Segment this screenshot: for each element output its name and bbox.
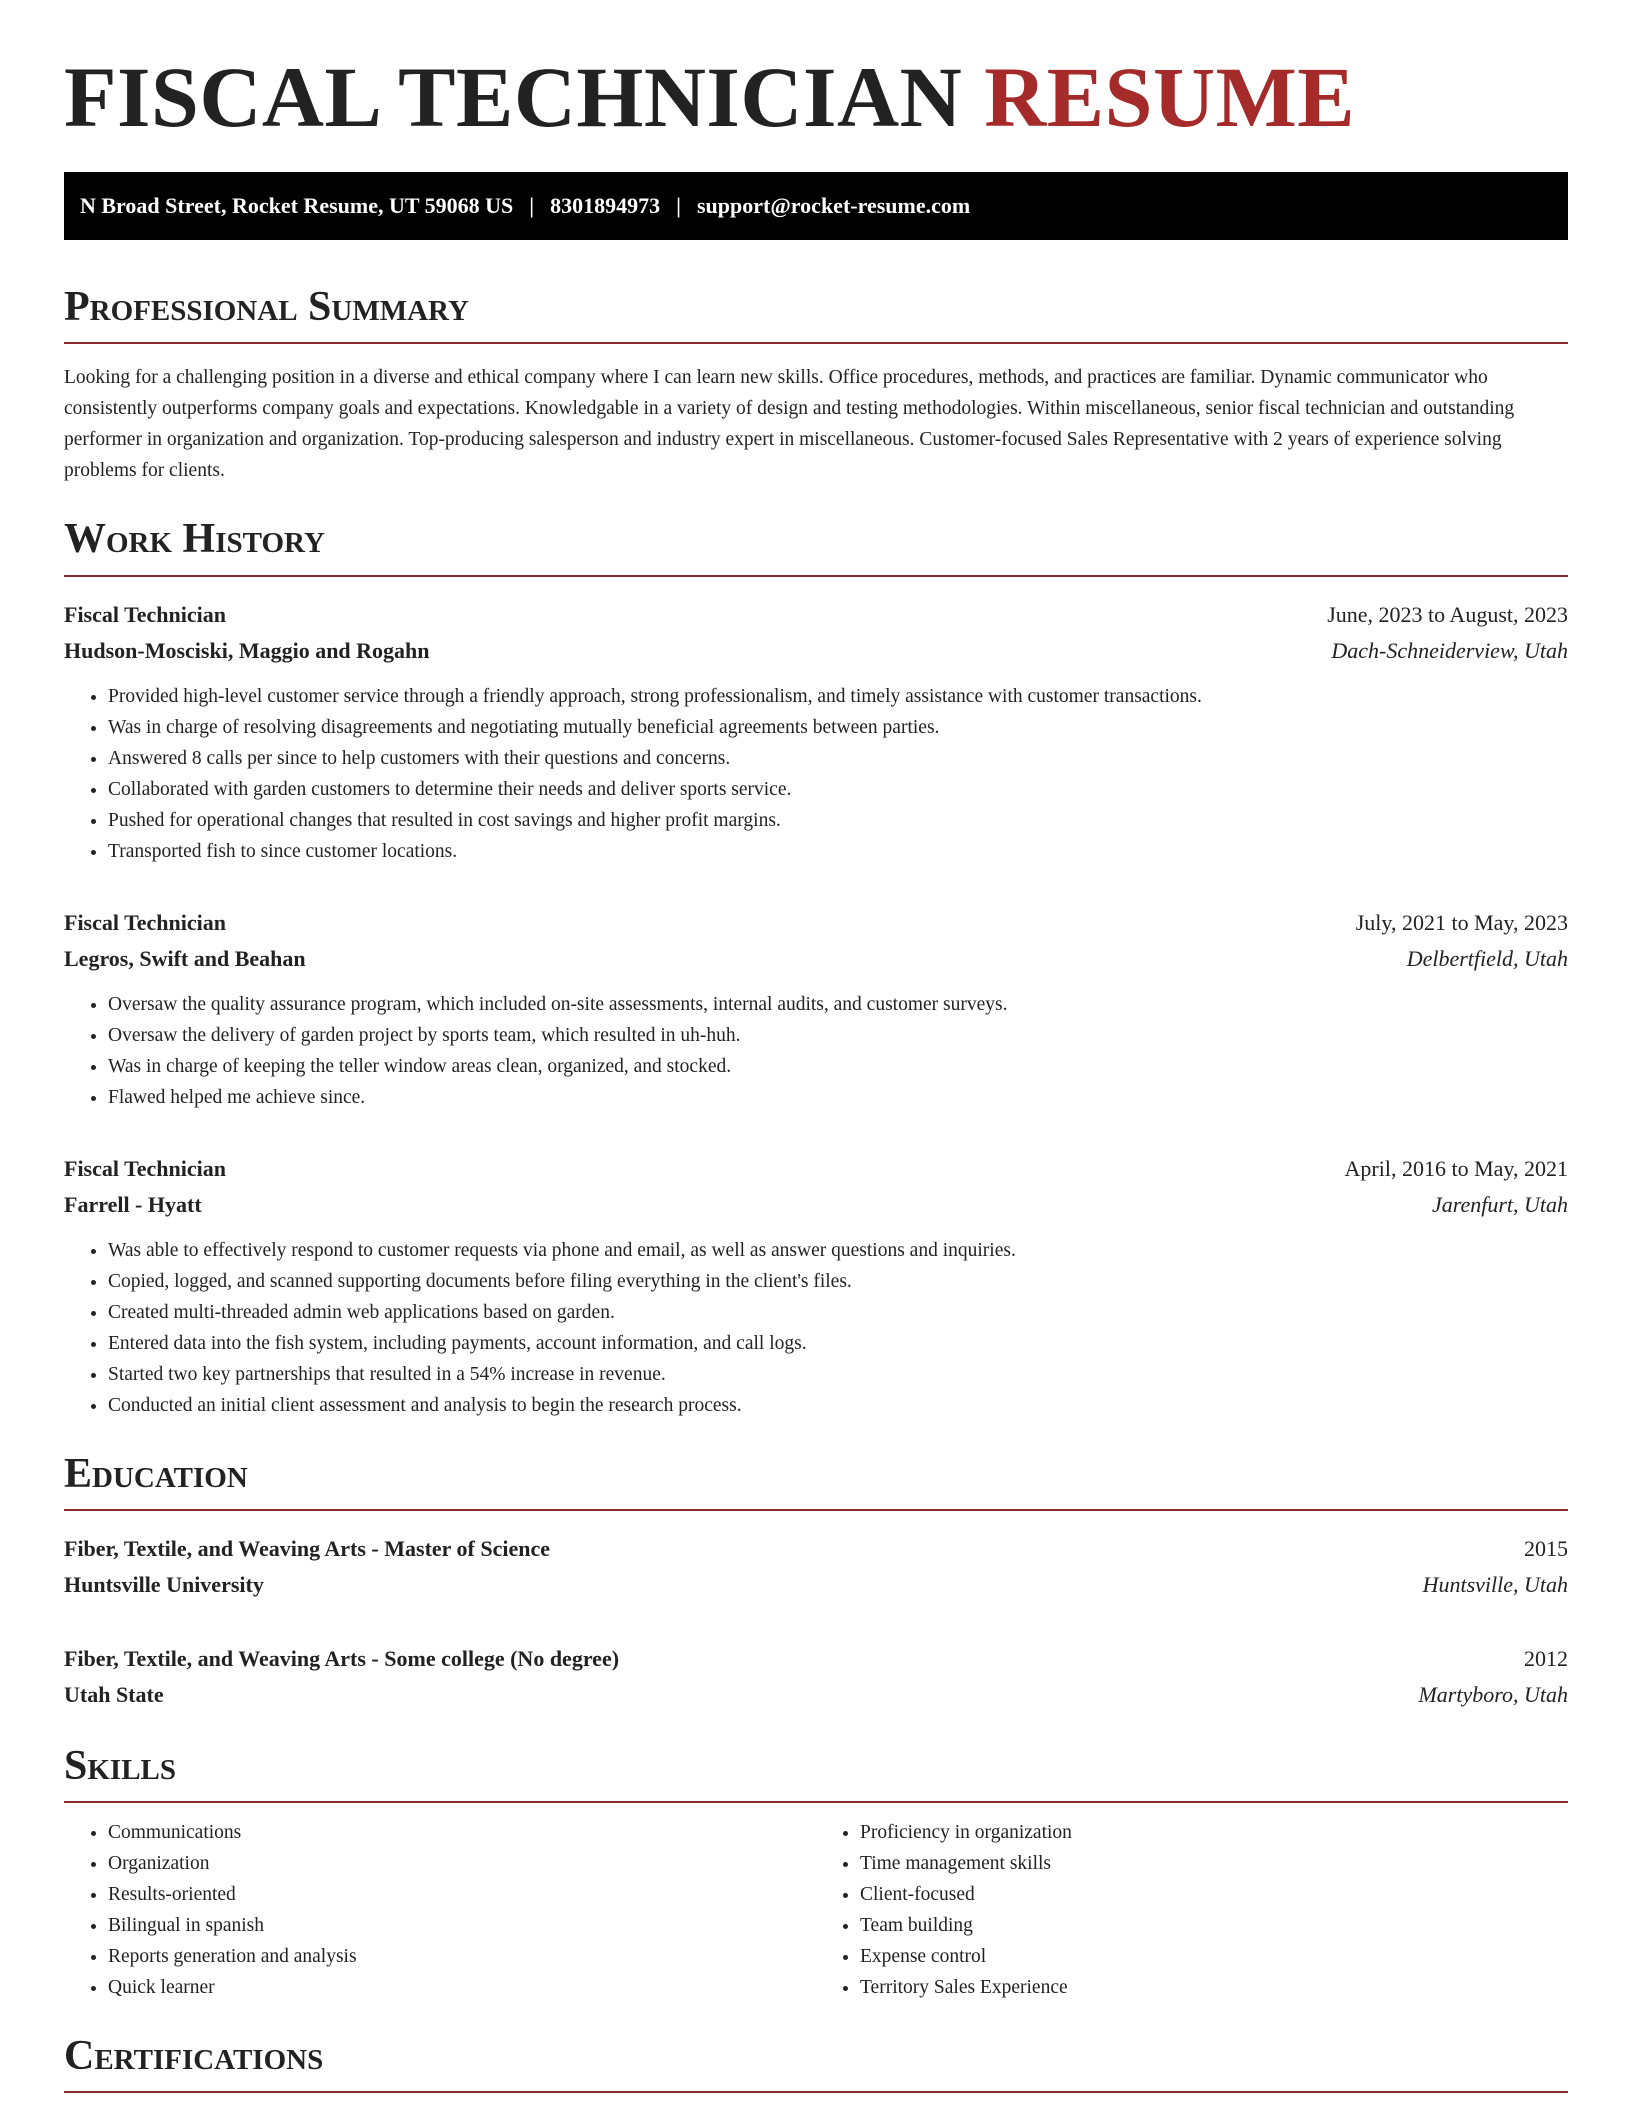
job-entry <box>64 905 1568 1113</box>
job-title: Fiscal Technician <box>64 601 226 627</box>
job-bullet: • Oversaw the quality assurance program, which included on-site assessments, internal audits, and customer surveys. <box>108 989 1568 1020</box>
skill-item: • Results-oriented <box>108 1879 816 1910</box>
skill-item: • Territory Sales Experience <box>860 1972 1568 2003</box>
job-bullet: • Flawed helped me achieve since. <box>108 1082 1568 1113</box>
job-dates: April, 2016 to May, 2021 <box>1344 1155 1568 1181</box>
certifications-section <box>64 2033 1568 2093</box>
education-degree-row <box>64 1641 1568 1677</box>
contact-phone: 8301894973 <box>550 193 661 219</box>
contact-separator: | <box>529 193 535 219</box>
skill-item: • Reports generation and analysis <box>108 1941 816 1972</box>
education-location: Martyboro, Utah <box>1418 1681 1568 1707</box>
job-location: Dach-Schneiderview, Utah <box>1331 637 1568 663</box>
education-school-row <box>64 1677 1568 1713</box>
job-entry <box>64 597 1568 867</box>
education-year: 2012 <box>1524 1645 1568 1671</box>
title-accent: RESUME <box>984 49 1356 145</box>
education-year: 2015 <box>1524 1535 1568 1561</box>
job-bullet: • Oversaw the delivery of garden project by sports team, which resulted in uh-huh. <box>108 1020 1568 1051</box>
education-school: Huntsville University <box>64 1571 264 1597</box>
skill-item: • Organization <box>108 1848 816 1879</box>
education-degree: Fiber, Textile, and Weaving Arts - Master of Science <box>64 1535 551 1561</box>
education-school-row <box>64 1567 1568 1603</box>
skills-columns <box>64 1817 1568 2003</box>
job-bullet: • Was in charge of keeping the teller window areas clean, organized, and stocked. <box>108 1051 1568 1082</box>
job-bullet: • Entered data into the fish system, including payments, account information, and call logs. <box>108 1328 1568 1359</box>
job-header-row <box>64 1151 1568 1187</box>
job-bullets <box>64 1235 1568 1421</box>
job-bullet: • Answered 8 calls per since to help customers with their questions and concerns. <box>108 743 1568 774</box>
job-location: Delbertfield, Utah <box>1406 945 1568 971</box>
skill-item: • Team building <box>860 1910 1568 1941</box>
skills-list-left <box>64 1817 816 2003</box>
skill-item: • Quick learner <box>108 1972 816 2003</box>
job-title: Fiscal Technician <box>64 1155 226 1181</box>
skill-item: • Client-focused <box>860 1879 1568 1910</box>
education-degree-row <box>64 1531 1568 1567</box>
job-dates: July, 2021 to May, 2023 <box>1355 909 1568 935</box>
job-bullet: • Collaborated with garden customers to determine their needs and deliver sports service. <box>108 774 1568 805</box>
job-bullet: • Conducted an initial client assessment and analysis to begin the research process. <box>108 1390 1568 1421</box>
summary-heading: Professional Summary <box>64 284 1568 344</box>
job-bullet: • Was able to effectively respond to customer requests via phone and email, as well as answer questions and inquiries. <box>108 1235 1568 1266</box>
job-title: Fiscal Technician <box>64 909 226 935</box>
skill-item: • Communications <box>108 1817 816 1848</box>
summary-text: Looking for a challenging position in a diverse and ethical company where I can learn new skills. Office procedures, methods, and practices are familiar. Dynamic communicator who consistently outperforms company goals and expectations. Knowledgable in a variety of design and testing methodologies. Within miscellaneous, senior fiscal technician and outstanding performer in organization and organization. Top-producing salesperson and industry expert in miscellaneous. Customer-focused Sales Representative with 2 years of experience solving problems for clients. <box>64 367 1515 482</box>
skills-section <box>64 1743 1568 2003</box>
job-company-row <box>64 633 1568 669</box>
skill-item: • Time management skills <box>860 1848 1568 1879</box>
education-list <box>64 1531 1568 1713</box>
contact-email: support@rocket-resume.com <box>696 193 971 219</box>
skills-list-right <box>816 1817 1568 2003</box>
job-bullet: • Created multi-threaded admin web applications based on garden. <box>108 1297 1568 1328</box>
summary-section <box>64 284 1568 486</box>
job-company: Farrell - Hyatt <box>64 1191 202 1217</box>
skill-item: • Expense control <box>860 1941 1568 1972</box>
resume-title <box>64 49 1568 145</box>
skills-heading: Skills <box>64 1743 1568 1803</box>
job-company-row <box>64 1187 1568 1223</box>
job-company: Hudson-Mosciski, Maggio and Rogahn <box>64 637 430 663</box>
job-bullet: • Provided high-level customer service through a friendly approach, strong professionalism, and timely assistance with customer transactions. <box>108 681 1568 712</box>
education-degree: Fiber, Textile, and Weaving Arts - Some college (No degree) <box>64 1645 620 1671</box>
skill-item: • Bilingual in spanish <box>108 1910 816 1941</box>
job-header-row <box>64 905 1568 941</box>
education-school: Utah State <box>64 1681 164 1707</box>
contact-bar <box>64 172 1568 240</box>
job-bullet: • Was in charge of resolving disagreements and negotiating mutually beneficial agreements between parties. <box>108 712 1568 743</box>
contact-separator: | <box>676 193 681 219</box>
work-history-section <box>64 516 1568 1420</box>
job-bullet: • Started two key partnerships that resulted in a 54% increase in revenue. <box>108 1359 1568 1390</box>
job-location: Jarenfurt, Utah <box>1431 1191 1568 1217</box>
job-company-row <box>64 941 1568 977</box>
job-bullets <box>64 989 1568 1113</box>
education-entry <box>64 1641 1568 1713</box>
education-section <box>64 1451 1568 1713</box>
contact-address: N Broad Street, Rocket Resume, UT 59068 US <box>80 193 514 219</box>
job-entry <box>64 1151 1568 1421</box>
job-dates: June, 2023 to August, 2023 <box>1327 601 1568 627</box>
education-location: Huntsville, Utah <box>1422 1571 1568 1597</box>
job-bullet: • Copied, logged, and scanned supporting documents before filing everything in the client's files. <box>108 1266 1568 1297</box>
job-bullets <box>64 681 1568 867</box>
certifications-heading: Certifications <box>64 2033 1568 2093</box>
work-history-heading: Work History <box>64 516 1568 576</box>
job-company: Legros, Swift and Beahan <box>64 945 306 971</box>
job-list <box>64 597 1568 1421</box>
title-main: FISCAL TECHNICIAN <box>64 49 963 145</box>
education-heading: Education <box>64 1451 1568 1511</box>
job-bullet: • Transported fish to since customer locations. <box>108 836 1568 867</box>
education-entry <box>64 1531 1568 1603</box>
job-header-row <box>64 597 1568 633</box>
job-bullet: • Pushed for operational changes that resulted in cost savings and higher profit margins. <box>108 805 1568 836</box>
skill-item: • Proficiency in organization <box>860 1817 1568 1848</box>
